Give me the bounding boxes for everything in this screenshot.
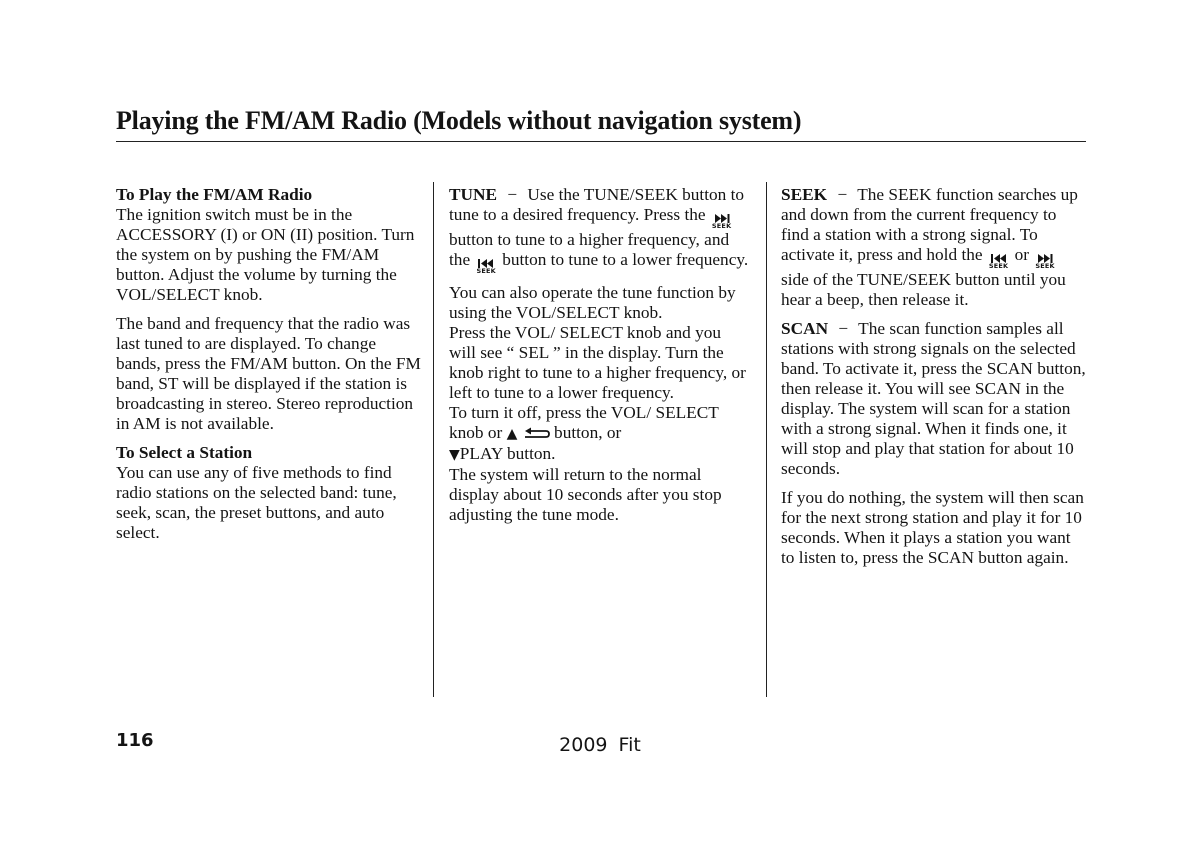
tune-text-b: button to tune to a higher frequency, and the (449, 229, 730, 269)
paragraph-ignition: The ignition switch must be in the ACCESSORY (I) or ON (II) position. Turn the system on by pushing the FM/AM button. Adjust the volume by turning the VOL/SELECT knob. (116, 205, 415, 304)
turn-off-text-c: PLAY button. (459, 444, 556, 463)
column-divider-2 (766, 182, 767, 697)
heading-play-radio: To Play the FM/AM Radio (116, 185, 313, 204)
paragraph-scan-next: If you do nothing, the system will then scan for the next strong station and play it for 10 seconds. When it plays a station you want to listen to, press the SCAN button again. (781, 487, 1084, 567)
page-number: 116 (116, 730, 154, 751)
tune-label: TUNE (449, 185, 498, 204)
title-divider (116, 141, 1086, 142)
seek-text-a: The SEEK function searches up and down from the current frequency to find a station with a strong signal. To activate it, press and hold the (781, 185, 1078, 264)
seek-label: SEEK (781, 185, 828, 204)
paragraph-return-display: The system will return to the normal display about 10 seconds after you stop adjusting the tune mode. (449, 465, 722, 524)
column-1 (116, 185, 421, 552)
seek-forward-icon: SEEK (712, 214, 731, 230)
scan-text: The scan function samples all stations with strong signals on the selected band. To activate it, press the SCAN button, then release it. You will see SCAN in the display. The system will scan for a station with a strong signal. When it finds one, it will stop and play that station for about 10 seconds. (781, 318, 1086, 478)
paragraph-methods: You can use any of five methods to find radio stations on the selected band: tune, seek, scan, the preset buttons, and auto select. (116, 463, 397, 542)
seek-or: or (1014, 245, 1030, 264)
dash: − (838, 318, 849, 338)
seek-text-b: side of the TUNE/SEEK button until you hear a beep, then release it. (781, 269, 1066, 309)
paragraph-tune-function: You can also operate the tune function by using the VOL/SELECT knob. (449, 283, 736, 322)
paragraph-press-knob: Press the VOL/ SELECT knob and you will see “ SEL ” in the display. Turn the knob right to tune to a higher frequency, or left to tune to a lower frequency. (449, 323, 746, 402)
turn-off-text-b: button, or (554, 423, 622, 442)
tune-text-c: button to tune to a lower frequency. (502, 249, 749, 269)
footer-model: 2009 Fit (559, 734, 641, 756)
seek-forward-icon: SEEK (1035, 254, 1054, 270)
up-arrow-icon: ▲ (506, 426, 518, 442)
down-arrow-icon: ▼ (449, 447, 460, 463)
column-2 (449, 185, 751, 525)
turn-off-text-a: To turn it off, press the VOL/ SELECT knob or (449, 403, 719, 442)
heading-select-station: To Select a Station (116, 443, 253, 462)
page-title: Playing the FM/AM Radio (Models without navigation system) (116, 106, 802, 135)
scan-label: SCAN (781, 318, 829, 338)
seek-back-icon: SEEK (476, 259, 495, 275)
seek-back-icon: SEEK (989, 254, 1008, 270)
return-icon (522, 427, 550, 439)
column-divider-1 (433, 182, 434, 697)
column-3 (781, 185, 1086, 577)
dash: − (507, 185, 518, 204)
dash: − (837, 185, 848, 204)
tune-text-a: Use the TUNE/SEEK button to tune to a desired frequency. Press the (449, 185, 745, 224)
paragraph-band-frequency: The band and frequency that the radio was last tuned to are displayed. To change bands, press the FM/AM button. On the FM band, ST will be displayed if the station is broadcasting in stereo. Stereo reproduction in AM is not available. (116, 314, 421, 433)
